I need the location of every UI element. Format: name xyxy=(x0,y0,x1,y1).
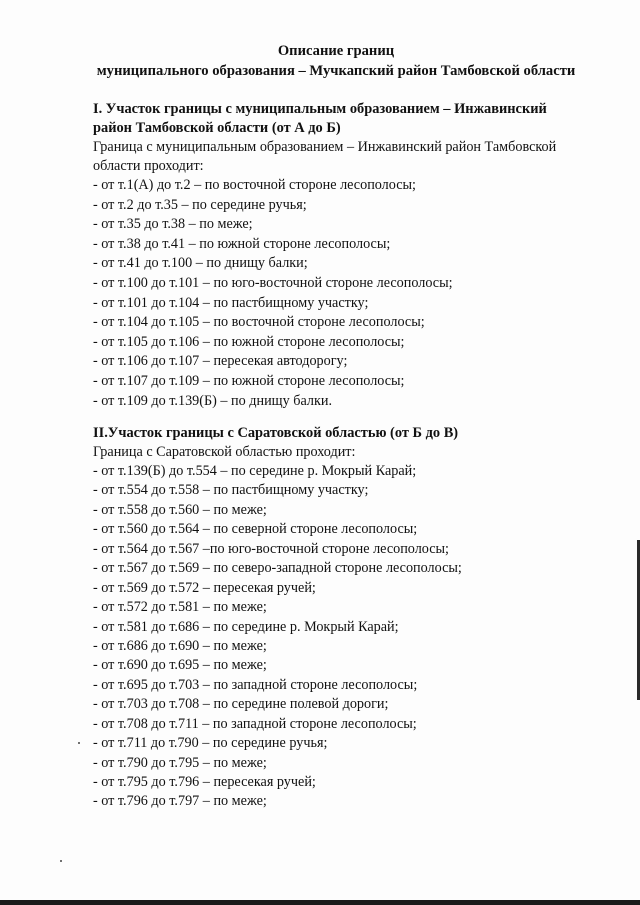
list-item: - от т.790 до т.795 – по меже; xyxy=(93,754,267,771)
section-2 xyxy=(93,424,603,812)
list-item: - от т.569 до т.572 – пересекая ручей; xyxy=(93,579,316,596)
list-item: - от т.695 до т.703 – по западной стороне лесополосы; xyxy=(93,676,418,693)
list-item: - от т.711 до т.790 – по середине ручья; xyxy=(93,735,328,752)
list-item: - от т.35 до т.38 – по меже; xyxy=(93,216,253,233)
list-item: - от т.795 до т.796 – пересекая ручей; xyxy=(93,774,316,790)
list-item: - от т.106 до т.107 – пересекая автодорогу; xyxy=(93,353,348,370)
list-item: - от т.38 до т.41 – по южной стороне лесополосы; xyxy=(93,235,391,252)
list-item: - от т.105 до т.106 – по южной стороне лесополосы; xyxy=(93,333,405,350)
list-item: - от т.101 до т.104 – по пастбищному участку; xyxy=(93,294,369,311)
document-title-line2: муниципального образования – Мучкапский район Тамбовской области xyxy=(96,63,576,79)
list-item: - от т.567 до т.569 – по северо-западной стороне лесополосы; xyxy=(93,560,462,577)
list-item: - от т.2 до т.35 – по середине ручья; xyxy=(93,196,307,213)
section-2-intro: Граница с Саратовской областью проходит: xyxy=(93,444,356,460)
section-1 xyxy=(93,100,603,411)
list-item: - от т.139(Б) до т.554 – по середине р. Мокрый Карай; xyxy=(93,463,417,479)
list-item: - от т.109 до т.139(Б) – по днищу балки. xyxy=(93,392,332,409)
list-item: - от т.703 до т.708 – по середине полевой дороги; xyxy=(93,696,389,713)
section-1-list xyxy=(93,176,603,411)
list-item: - от т.560 до т.564 – по северной стороне лесополосы; xyxy=(93,521,418,538)
list-item: - от т.572 до т.581 – по меже; xyxy=(93,599,267,616)
scan-bottom-border xyxy=(0,900,640,905)
list-item: - от т.690 до т.695 – по меже; xyxy=(93,657,267,674)
section-1-intro-line2: области проходит: xyxy=(93,158,204,174)
list-item: - от т.686 до т.690 – по меже; xyxy=(93,637,267,654)
list-item: - от т.796 до т.797 – по меже; xyxy=(93,793,267,810)
list-item: - от т.581 до т.686 – по середине р. Мокрый Карай; xyxy=(93,618,399,635)
section-1-intro-line1: Граница с муниципальным образованием – Инжавинский район Тамбовской xyxy=(93,139,557,155)
list-item: - от т.564 до т.567 –по юго-восточной стороне лесополосы; xyxy=(93,540,450,557)
list-item: - от т.107 до т.109 – по южной стороне лесополосы; xyxy=(93,372,405,389)
list-item: - от т.104 до т.105 – по восточной стороне лесополосы; xyxy=(93,314,425,331)
list-item: - от т.41 до т.100 – по днищу балки; xyxy=(93,255,308,272)
scan-speck xyxy=(60,860,62,862)
list-item: - от т.1(А) до т.2 – по восточной стороне лесополосы; xyxy=(93,177,416,193)
section-2-heading: II.Участок границы с Саратовской областью (от Б до В) xyxy=(93,425,459,441)
list-item: - от т.558 до т.560 – по меже; xyxy=(93,501,267,518)
section-1-heading-line2: район Тамбовской области (от А до Б) xyxy=(93,120,341,136)
scan-speck xyxy=(78,742,80,744)
list-item: - от т.100 до т.101 – по юго-восточной стороне лесополосы; xyxy=(93,274,453,291)
section-2-list xyxy=(93,462,603,812)
list-item: - от т.708 до т.711 – по западной стороне лесополосы; xyxy=(93,715,417,732)
list-item: - от т.554 до т.558 – по пастбищному участку; xyxy=(93,482,369,499)
document-title-line1: Описание границ xyxy=(277,43,395,59)
section-1-heading-line1: I. Участок границы с муниципальным образованием – Инжавинский xyxy=(93,101,547,117)
